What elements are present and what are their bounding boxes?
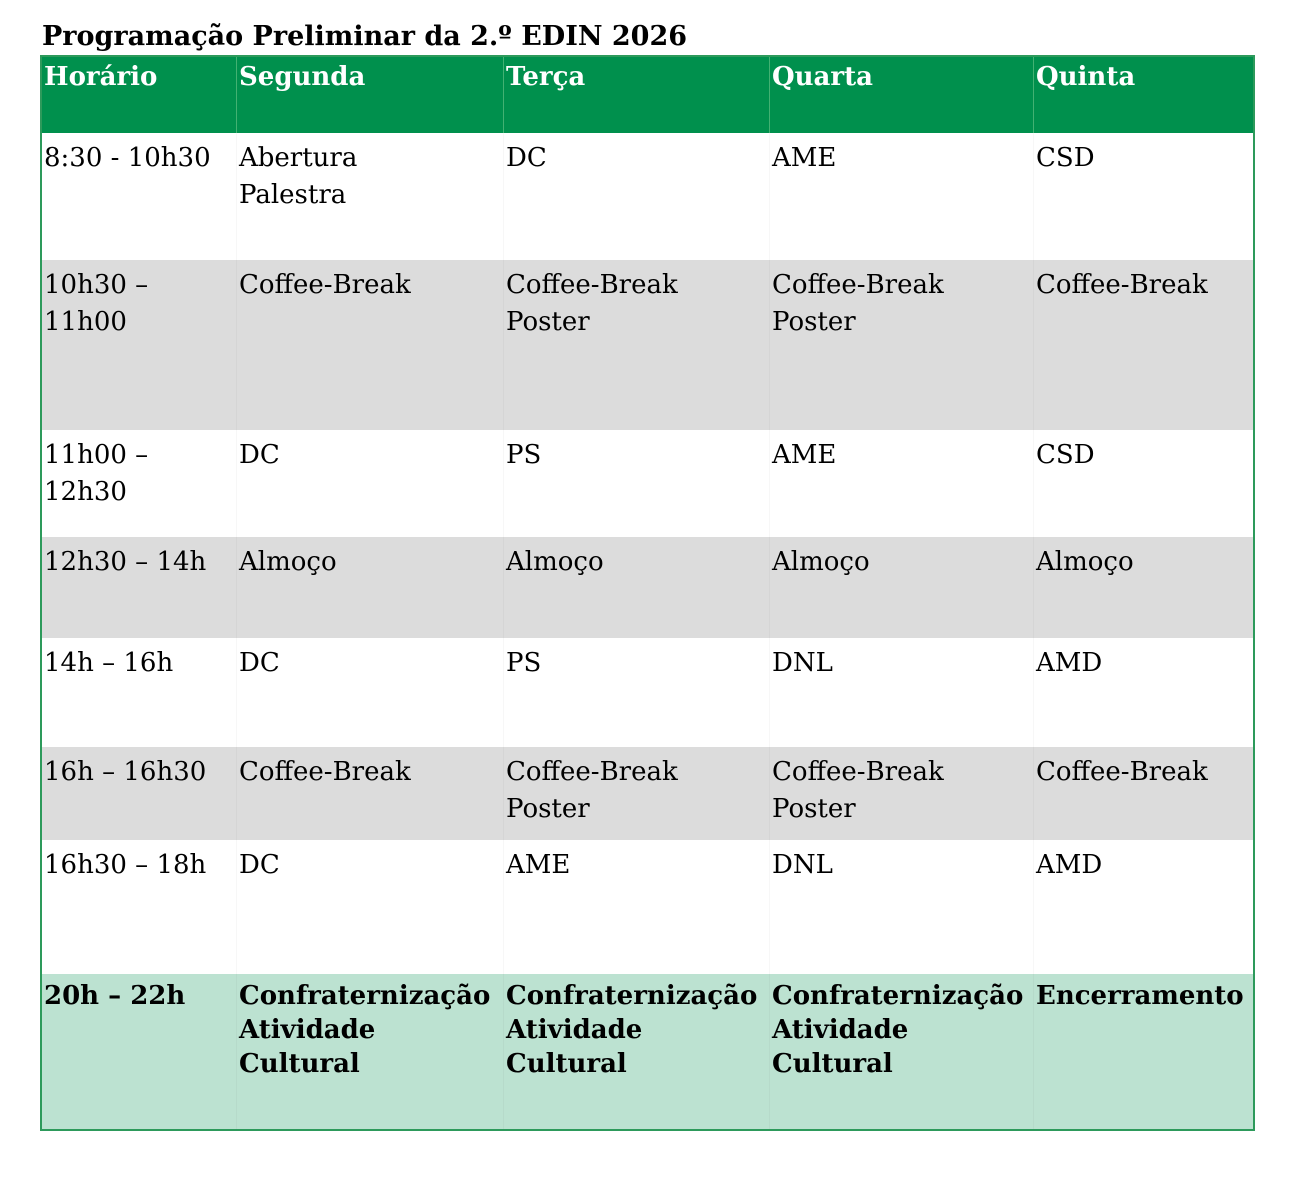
- table-cell: Almoço: [769, 537, 1033, 638]
- header-cell-segunda: Segunda: [236, 57, 503, 133]
- header-cell-horario: Horário: [44, 62, 158, 92]
- table-cell: Coffee-Break: [236, 747, 503, 840]
- table-cell: Confraternização Atividade Cultural: [236, 974, 503, 1129]
- table-row: [42, 260, 1253, 430]
- table-cell: Coffee-Break Poster: [503, 747, 769, 840]
- table-cell: PS: [503, 430, 769, 537]
- table-cell: DC: [236, 430, 503, 537]
- table-cell: CSD: [1033, 430, 1253, 537]
- table-cell: Confraternização Atividade Cultural: [769, 974, 1033, 1129]
- header-cell-terca: Terça: [503, 57, 769, 133]
- header-cell-quinta: Quinta: [1033, 57, 1253, 133]
- page-title: Programação Preliminar da 2.º EDIN 2026: [42, 21, 688, 52]
- table-cell: Coffee-Break: [236, 260, 503, 430]
- table-cell: Abertura Palestra: [236, 133, 503, 260]
- table-header-row: [42, 57, 1253, 133]
- table-cell: Almoço: [503, 537, 769, 638]
- time-cell: 16h – 16h30: [44, 757, 207, 787]
- table-cell: DNL: [769, 840, 1033, 974]
- table-cell: Almoço: [236, 537, 503, 638]
- time-cell: 11h00 – 12h30: [44, 440, 149, 507]
- table-row: [42, 430, 1253, 537]
- table-cell: AME: [769, 430, 1033, 537]
- table-cell: Coffee-Break Poster: [769, 747, 1033, 840]
- time-cell: 12h30 – 14h: [44, 547, 207, 577]
- table-cell: AME: [503, 840, 769, 974]
- table-cell: Confraternização Atividade Cultural: [503, 974, 769, 1129]
- table-row: [42, 747, 1253, 840]
- time-cell: 14h – 16h: [44, 648, 174, 678]
- table-cell: DC: [503, 133, 769, 260]
- table-cell: Coffee-Break Poster: [769, 260, 1033, 430]
- table-cell: PS: [503, 638, 769, 747]
- table-cell: Coffee-Break: [1033, 260, 1253, 430]
- time-cell: 20h – 22h: [44, 981, 186, 1011]
- table-row: [42, 537, 1253, 638]
- table-cell: DNL: [769, 638, 1033, 747]
- table-cell: Almoço: [1033, 537, 1253, 638]
- table-cell: DC: [236, 638, 503, 747]
- table-row: [42, 133, 1253, 260]
- table-cell: Coffee-Break: [1033, 747, 1253, 840]
- table-cell: AMD: [1033, 638, 1253, 747]
- time-cell: 10h30 – 11h00: [44, 270, 149, 337]
- header-cell-quarta: Quarta: [769, 57, 1033, 133]
- table-cell: Encerramento: [1033, 974, 1253, 1129]
- schedule-table: [40, 55, 1255, 1131]
- table-cell: DC: [236, 840, 503, 974]
- table-cell: CSD: [1033, 133, 1253, 260]
- table-cell: AMD: [1033, 840, 1253, 974]
- table-row: [42, 840, 1253, 974]
- time-cell: 16h30 – 18h: [44, 850, 207, 880]
- table-row: [42, 638, 1253, 747]
- table-row-highlight: [42, 974, 1253, 1129]
- time-cell: 8:30 - 10h30: [44, 143, 211, 173]
- table-cell: AME: [769, 133, 1033, 260]
- table-cell: Coffee-Break Poster: [503, 260, 769, 430]
